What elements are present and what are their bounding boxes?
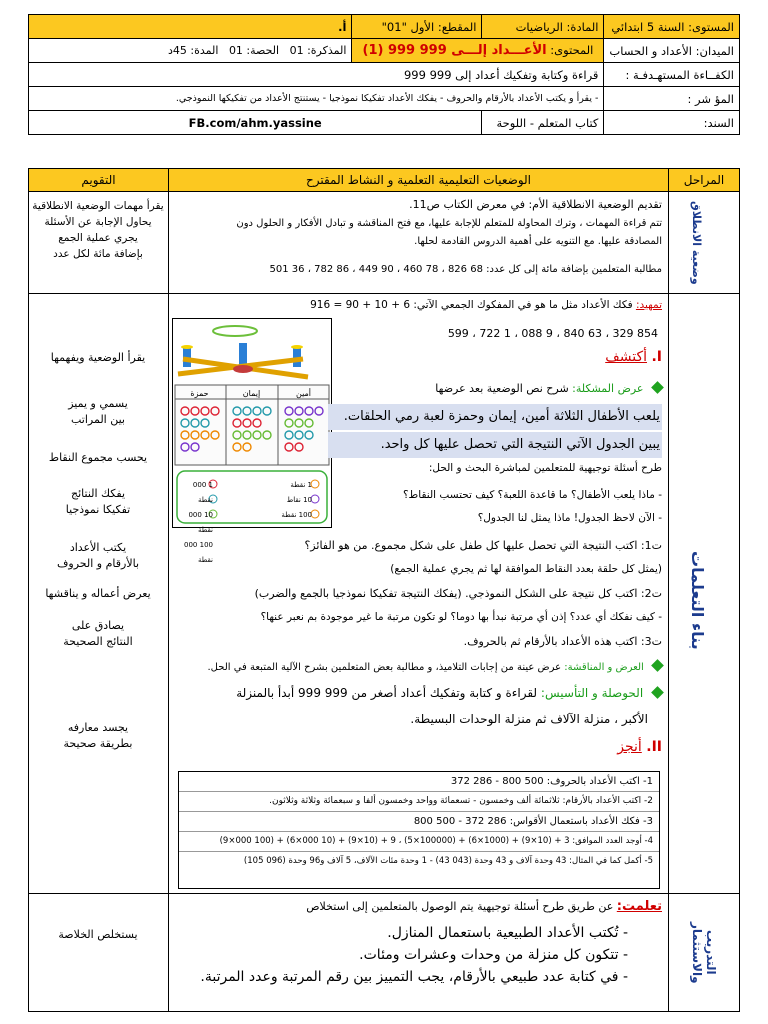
subject: المادة: الرياضيات [482, 15, 604, 39]
stages-header: المراحل [668, 168, 740, 192]
eval-cell-practice [28, 893, 169, 1012]
support-label: السند: [604, 111, 740, 135]
exercise-5: 5- أكمل كما في المثال: 43 وحدة آلاف و 43 وحدة (043 43) - 1 وحدة مئات الآلاف، 5 آلاف و96 وحدة (096 105) [243, 856, 653, 866]
competence: قراءة وكتابة وتفكيك أعداد إلى 999 999 [29, 63, 604, 87]
duration: المدة: 45د [168, 44, 219, 57]
problem-label: عرض المشكلة: [572, 382, 644, 395]
eval-build-7: يكتب الأعداد [69, 541, 127, 554]
content-label: المحتوى: [550, 43, 594, 57]
launch-line-2: تتم قراءة المهمات ، وترك المحاولة للمتعلم للإجابة عليها، مع فتح المناقشة و تبادل الأفكار و الحلول دون [236, 218, 662, 229]
stage-launch: وضعية الانطلاق [690, 201, 703, 285]
task-1: ت1: اكتب النتيجة التي تحصل عليها كل طفل على شكل مجموع. من هو الفائز؟ [304, 539, 662, 552]
col-iman: إيمان [242, 389, 261, 398]
conclusion-point-1: - تُكتب الأعداد الطبيعية باستعمال المنازل. [387, 925, 628, 941]
practice-number: II. [646, 739, 662, 755]
stage-cell-launch [668, 191, 740, 294]
warmup-text: فكك الأعداد مثل ما هو في المفكوك الجمعي الآتي: 6 + 10 + 90 = 916 [310, 299, 633, 311]
exercise-2: 2- اكتب الأعداد بالأرقام: ثلاثمائة ألف وخمسون - تسعمائة وواحد وخمسون ألفا و سبعمائة وثلاثة وثلاثون. [179, 792, 659, 812]
exercises-box [178, 771, 660, 889]
col-amine: أمين [295, 389, 311, 398]
warmup-numbers: 854 329 ، 63 840 ، 9 088 ، 1 722 ، 599 [447, 327, 658, 340]
level: المستوى: السنة 5 ابتدائي [604, 15, 740, 39]
guide-text: طرح أسئلة توجيهية للمتعلمين لمباشرة البحث و الحل: [428, 462, 662, 474]
task-2-note: - كيف نفكك أي عدد؟ إذن أي مرتبة نبدأ بها دوما؟ لو تكون مرتبة ما غير موجودة بم نعبر عنها؟ [260, 611, 662, 623]
task-2: ت2: اكتب كل نتيجة على الشكل النموذجي. (يفكك النتيجة تفكيكا نموذجيا بالجمع والضرب) [254, 587, 662, 600]
launch-line-3: المصادقة عليها. مع التنويه على أهمية الدروس القادمة لحلها. [414, 236, 662, 247]
indicator-label: المؤ شر : [604, 87, 740, 111]
exercise-1: 1- اكتب الأعداد بالحروف: 500 800 - 286 372 [179, 772, 659, 792]
eval-conclusion: يستخلص الخلاصة [58, 928, 138, 941]
story-line-1: يلعب الأطفال الثلاثة أمين، إيمان وحمزة لعبة رمي الحلقات. [328, 404, 662, 430]
stage-build: بناء التعلمات [688, 550, 707, 650]
synthesis-label: الحوصلة و التأسيس: [540, 686, 644, 700]
activities-header: الوضعيات التعليمية التعلمية و النشاط المقترح [168, 168, 669, 192]
eval-build-5: يفكك النتائج [70, 487, 126, 500]
task-3: ت3: اكتب هذه الأعداد بالأرقام ثم بالحروف. [463, 635, 662, 648]
eval-launch-1: يقرأ مهمات الوضعية الانطلاقية [32, 200, 164, 212]
discover-number: I. [651, 349, 662, 365]
segment: المقطع: الأول "01" [352, 15, 482, 39]
eval-build-11: النتائج الصحيحة [63, 635, 133, 648]
question-2: - الآن لاحظ الجدول! ماذا يمثل لنا الجدول؟ [477, 512, 662, 524]
support: كتاب المتعلم - اللوحة [482, 111, 604, 135]
eval-build-2: يسمي و يميز [68, 397, 128, 410]
eval-build-4: يحسب مجموع النقاط [48, 451, 148, 464]
fb-link[interactable]: FB.com/ahm.yassine [29, 111, 482, 135]
exercise-3: 3- فكك الأعداد باستعمال الأقواس: 286 372 - 500 800 [179, 812, 659, 832]
diamond-icon [651, 381, 664, 394]
memo: المذكرة: 01 [289, 44, 347, 57]
eval-build-8: بالأرقام و الحروف [56, 557, 140, 570]
stage-practice: التدريب والاستثمار [690, 921, 718, 984]
launch-line-1: تقديم الوضعية الانطلاقية الأم: في معرض الكتاب ص11. [409, 198, 662, 211]
story-line-2: يبين الجدول الآتي النتيجة التي تحصل عليها كل واحد. [328, 432, 662, 458]
eval-build-1: يقرأ الوضعية ويفهمها [50, 351, 146, 364]
eval-build-12: يجسد معارفه [67, 721, 129, 734]
eval-build-13: بطريقة صحيحة [63, 737, 133, 750]
eval-build-3: بين المراتب [70, 413, 125, 426]
col-hamza: حمزة [190, 389, 209, 398]
competence-label: الكفــاءة المستهـدفـة : [604, 63, 740, 87]
diamond-icon [651, 686, 664, 699]
conclusion-point-3: - في كتابة عدد طبيعي بالأرقام، يجب التمييز بين رقم المرتبة وعدد المرتبة. [200, 969, 628, 985]
eval-launch-3: يجري عملية الجمع [58, 232, 138, 244]
conclusion-label: تعلمت: [616, 899, 662, 914]
header-table [28, 14, 740, 135]
synthesis-text: لقراءة و كتابة وتفكيك أعداد أصغر من 999 999 أبدأ بالمنزلة [236, 686, 538, 700]
legend-1: 1 نقطة [290, 481, 312, 489]
legend-10: 10 نقاط [286, 496, 312, 504]
exercise-4: 4- أوجد العدد الموافق: 3 + (10×9) + (1000×6) + (100000×5) ، 9 + (10×9) + (10 000×6) + (100 000×9) [179, 832, 659, 852]
question-1: - ماذا يلعب الأطفال؟ ما قاعدة اللعبة؟ كيف تحتسب النقاط؟ [402, 489, 662, 501]
diamond-icon [651, 659, 664, 672]
evaluation-header: التقويم [28, 168, 169, 192]
lesson-title: الأعـــداد إلـــى 999 999 (1) [362, 43, 547, 58]
synthesis-text-2: الأكبر ، منزلة الآلاف ثم منزلة الوحدات البسيطة. [410, 712, 648, 726]
legend-100: 100 نقطة [281, 511, 312, 519]
eval-build-9: يعرض أعماله و يناقشها [45, 587, 151, 600]
conclusion-intro: عن طريق طرح أسئلة توجيهية يتم الوصول بالمتعلمين إلى استخلاص [306, 900, 614, 913]
legend-100000: 100 000 نقطة [184, 541, 213, 564]
warmup-label: تمهيد: [635, 299, 662, 311]
discussion-label: العرض و المناقشة: [564, 662, 644, 673]
conclusion-point-2: - تتكون كل منزلة من وحدات وعشرات ومئات. [359, 947, 628, 963]
legend-10000: 10 000 نقطة [188, 511, 213, 534]
launch-line-4: مطالبة المتعلمين بإضافة مائة إلى كل عدد: 68 826 ، 78 460 ، 90 449 ، 86 782 ، 36 501 [269, 264, 662, 275]
task-1-note: (يمثل كل حلقة بعدد النقاط الموافقة لها ثم يجري عملية الجمع) [390, 563, 662, 575]
legend-1000: 1 000 نقطة [192, 481, 213, 504]
session: الحصة: 01 [228, 44, 280, 57]
game-figure [172, 318, 332, 564]
domain: الميدان: الأعداد و الحساب [604, 39, 740, 63]
teacher-name: أ. [29, 15, 352, 39]
discussion-text: عرض عينة من إجابات التلاميذ، و مطالبة بعض المتعلمين بشرح الآلية المتبعة في الحل. [207, 662, 562, 673]
eval-build-6: تفكيكا نموذجيا [65, 503, 131, 516]
discover-title: أكتشف [605, 349, 647, 365]
eval-launch-4: بإضافة مائة لكل عدد [53, 248, 143, 260]
practice-title: أنجز [617, 739, 642, 755]
eval-build-10: يصادق على [71, 619, 125, 632]
indicator: - يقرأ و يكتب الأعداد بالأرقام والحروف - يفكك الأعداد تفكيكا نموذجيا - يستنتج الأعداد من تفكيكها النموذجي. [29, 87, 604, 111]
eval-launch-2: يحاول الإجابة عن الأسئلة [44, 216, 152, 228]
problem-text: شرح نص الوضعية بعد عرضها [435, 382, 569, 395]
